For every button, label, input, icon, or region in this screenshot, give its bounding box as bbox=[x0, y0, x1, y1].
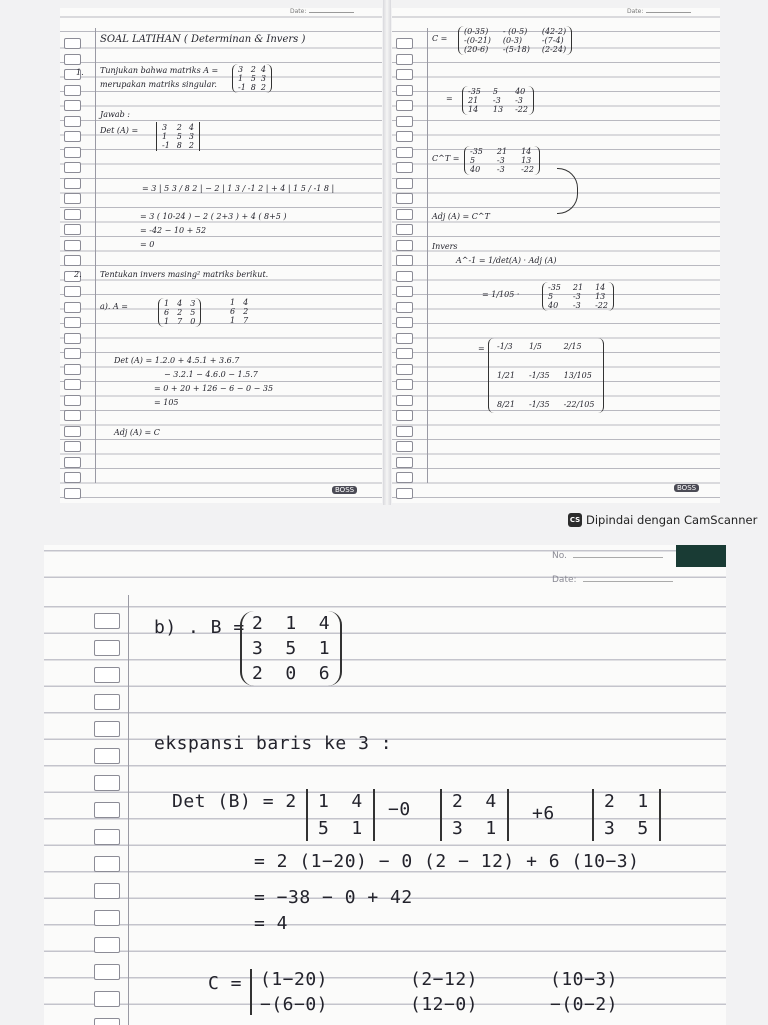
cofactor-c-label: C = bbox=[432, 34, 448, 43]
margin-line bbox=[95, 28, 96, 483]
minor-1: 1 4 5 1 bbox=[306, 789, 375, 841]
inverse-result-matrix: -1/3 1/5 2/15 1/21 -1/35 13/105 8/21 -1/35 -22/105 bbox=[488, 338, 604, 413]
det-a-matrix: 3 2 4 1 5 3 -1 8 2 bbox=[156, 122, 200, 151]
calc-step-3: = 0 bbox=[140, 240, 155, 249]
adjoint-label: Adj (A) = C^T bbox=[432, 212, 490, 221]
det-a2-line-4: = 105 bbox=[154, 398, 179, 407]
exercise-title: SOAL LATIHAN ( Determinan & Invers ) bbox=[100, 34, 306, 45]
calc-step-1: = 3 ( 10-24 ) − 2 ( 2+3 ) + 4 ( 8+5 ) bbox=[140, 212, 287, 221]
jawab-label: Jawab : bbox=[100, 110, 130, 119]
det-calc-2: = −38 − 0 + 42 bbox=[254, 887, 413, 908]
inverse-formula: A^-1 = 1/det(A) · Adj (A) bbox=[456, 256, 557, 265]
result-equals: = bbox=[478, 344, 485, 353]
cofactor-c-label: C = bbox=[208, 973, 243, 994]
matrix-a2-extension: 1 4 6 2 1 7 bbox=[230, 298, 249, 325]
margin-line bbox=[427, 28, 428, 483]
det-calc-1: = 2 (1−20) − 0 (2 − 12) + 6 (10−3) bbox=[254, 851, 640, 872]
date-label: Date: bbox=[627, 8, 691, 15]
det-a2-line-2: − 3.2.1 − 4.6.0 − 1.5.7 bbox=[164, 370, 258, 379]
adj-a-label: Adj (A) = C bbox=[114, 428, 160, 437]
det-a2-line-3: = 0 + 20 + 126 − 6 − 0 − 35 bbox=[154, 384, 274, 393]
date-label: Date: bbox=[290, 8, 354, 15]
camscanner-text: Dipindai dengan CamScanner bbox=[586, 513, 758, 527]
inverse-step: = 1/105 · bbox=[482, 290, 520, 299]
camscanner-logo-icon: CS bbox=[568, 513, 582, 527]
binding-holes bbox=[94, 613, 116, 1025]
cofactor-matrix-b: (1−20) (2−12) (10−3) −(6−0) (12−0) −(0−2) bbox=[250, 969, 670, 1015]
minus-zero: −0 bbox=[388, 799, 411, 820]
transpose-label: C^T = bbox=[432, 154, 460, 163]
page-stamp: BOSS bbox=[674, 484, 699, 492]
matrix-a2: 1 4 3 6 2 5 1 7 0 bbox=[158, 298, 201, 327]
question-1-line-1: Tunjukan bahwa matriks A = bbox=[100, 66, 219, 75]
question-2-number: 2. bbox=[74, 270, 82, 279]
question-1-line-2: merupakan matriks singular. bbox=[100, 80, 217, 89]
matrix-b: 2 1 4 3 5 1 2 0 6 bbox=[240, 611, 342, 686]
calc-step-2: = -42 − 10 + 52 bbox=[140, 226, 207, 235]
cofactor-values: -35 5 40 21 -3 -3 14 13 -22 bbox=[462, 86, 534, 115]
background-object bbox=[676, 545, 726, 567]
notebook-page-zoomed bbox=[44, 545, 726, 1025]
det-a-label: Det (A) = bbox=[100, 126, 139, 135]
question-1-number: 1. bbox=[76, 68, 84, 77]
det-a2-line-1: Det (A) = 1.2.0 + 4.5.1 + 3.6.7 bbox=[114, 356, 240, 365]
binding-holes bbox=[64, 38, 86, 499]
det-calc-3: = 4 bbox=[254, 913, 289, 934]
margin-line bbox=[128, 595, 129, 1025]
matrix-a: 3 2 4 1 5 3 -1 8 2 bbox=[232, 64, 272, 93]
expansion-heading: ekspansi baris ke 3 : bbox=[154, 733, 393, 754]
part-a-label: a). A = bbox=[100, 302, 128, 311]
page-stamp: BOSS bbox=[332, 486, 357, 494]
binding-holes bbox=[396, 38, 418, 499]
notebook-page-right bbox=[392, 8, 720, 503]
no-label: No. bbox=[552, 551, 663, 561]
minor-2: 2 4 3 1 bbox=[440, 789, 509, 841]
inverse-adjoint-matrix: -35 21 14 5 -3 13 40 -3 -22 bbox=[542, 282, 614, 311]
cofactor-expansion: = 3 | 5 3 / 8 2 | − 2 | 1 3 / -1 2 | + 4 | 1 5 / -1 8 | bbox=[142, 184, 335, 193]
equals-sign: = bbox=[446, 94, 453, 103]
arrow-curve bbox=[557, 168, 578, 214]
transpose-matrix: -35 21 14 5 -3 13 40 -3 -22 bbox=[464, 146, 540, 175]
part-b-label: b) . B = bbox=[154, 617, 245, 638]
camscanner-watermark bbox=[568, 513, 757, 527]
plus-six: +6 bbox=[532, 803, 555, 824]
minor-3: 2 1 3 5 bbox=[592, 789, 661, 841]
date-label: Date: bbox=[552, 575, 673, 585]
invers-label: Invers bbox=[432, 242, 458, 251]
notebook-page-left bbox=[60, 8, 382, 503]
notebook-spine bbox=[383, 0, 391, 505]
question-2-text: Tentukan invers masing² matriks berikut. bbox=[100, 270, 269, 279]
cofactor-expressions: (0-35) - (0-5) (42-2) -(0-21) (0-3) -(7-4) (20-6) -(5-18) (2-24) bbox=[458, 26, 572, 55]
det-b-label: Det (B) = 2 bbox=[172, 791, 297, 812]
